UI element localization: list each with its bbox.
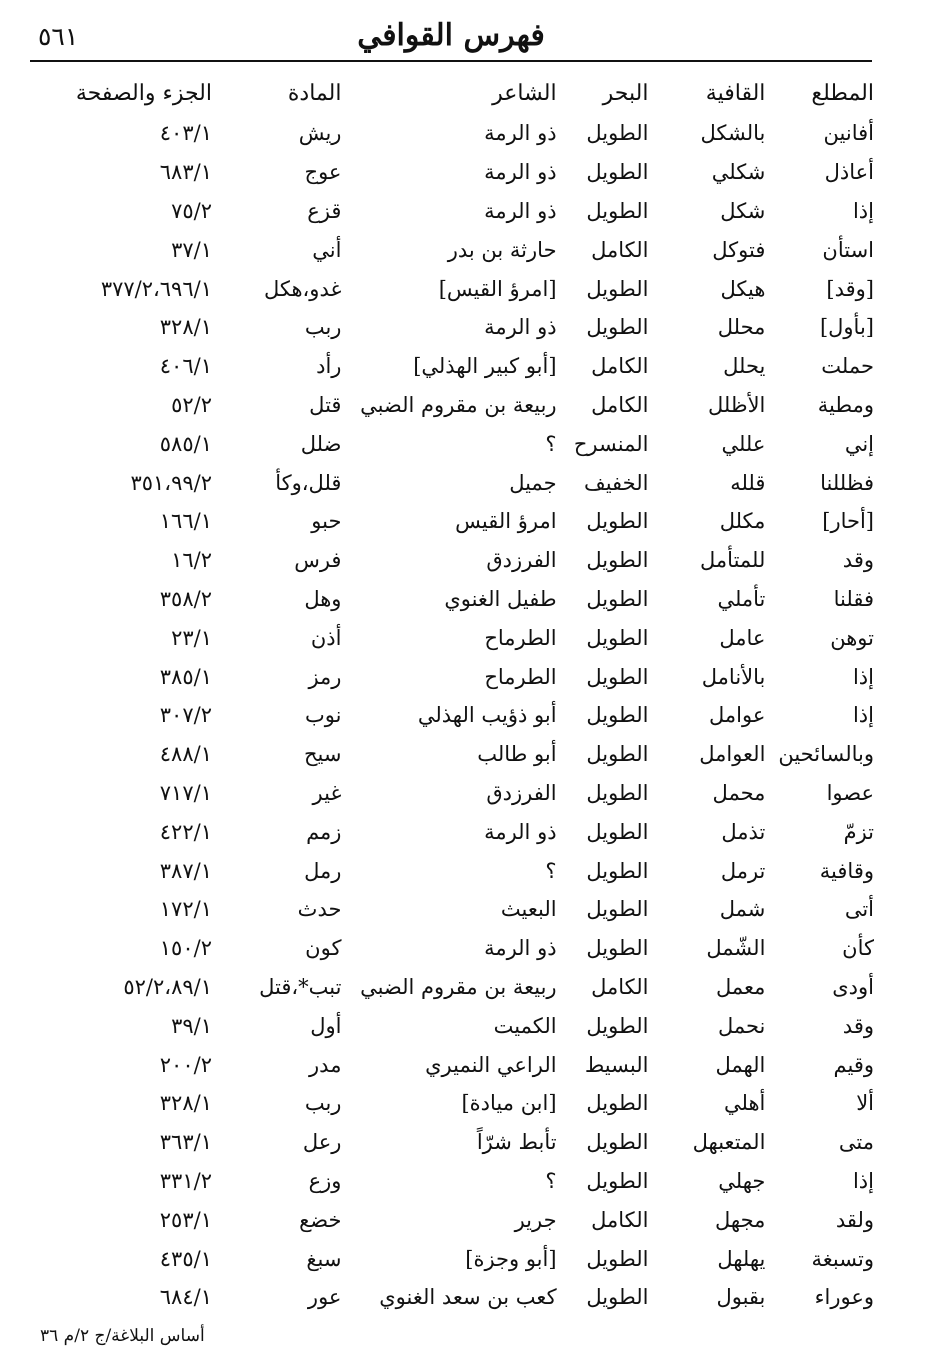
cell-madda: مدر xyxy=(309,1052,342,1077)
cell-bahr: المنسرح xyxy=(573,431,649,456)
table-row xyxy=(24,657,874,696)
cell-shaer: الفرزدق xyxy=(486,548,557,573)
cell-madda: أذن xyxy=(310,625,342,650)
cell-qafiya: بالشكل xyxy=(700,121,766,146)
cell-madda: ربب xyxy=(304,1091,342,1116)
table-body xyxy=(24,114,874,1317)
table-row xyxy=(24,386,874,425)
cell-shaer: ربيعة بن مقروم الضبي xyxy=(360,392,557,417)
cell-qafiya: عللي xyxy=(721,431,766,456)
footer-signature: أساس البلاغة/ج ٢/م ٣٦ xyxy=(40,1326,205,1346)
table-row xyxy=(24,230,874,269)
cell-matla: أتى xyxy=(844,897,874,922)
cell-bahr: الكامل xyxy=(591,354,649,379)
cell-shaer: ذو الرمة xyxy=(484,198,557,223)
cell-madda: ربب xyxy=(304,315,342,340)
cell-matla: وتسبغة xyxy=(811,1246,874,1271)
cell-madda: غير xyxy=(312,780,342,805)
cell-qafiya: الأظلل xyxy=(708,392,766,417)
cell-matla: إذا xyxy=(852,1168,874,1193)
cell-matla: [أحار] xyxy=(822,509,874,534)
table-row xyxy=(24,851,874,890)
cell-matla: [بأول] xyxy=(819,315,874,340)
cell-madda: كون xyxy=(305,936,342,961)
page-title: فهرس القوافي xyxy=(357,18,545,53)
cell-juz: ٣٢٨/١ xyxy=(159,315,212,340)
cell-bahr: الطويل xyxy=(586,160,649,185)
cell-matla: [وقد] xyxy=(826,276,874,301)
cell-madda: حدث xyxy=(297,897,342,922)
cell-qafiya: شكل xyxy=(720,198,766,223)
cell-qafiya: للمتأمل xyxy=(700,548,766,573)
cell-juz: ٤٨٨/١ xyxy=(159,742,212,767)
cell-madda: رمل xyxy=(304,858,342,883)
table-row xyxy=(24,114,874,153)
column-header-bahr: البحر xyxy=(602,80,649,106)
cell-shaer: الكميت xyxy=(493,1013,557,1038)
column-header-matla: المطلع xyxy=(811,80,874,106)
cell-juz: ٢٣/١ xyxy=(171,625,212,650)
cell-juz: ١٦٦/١ xyxy=(159,509,212,534)
cell-matla: كأن xyxy=(842,936,874,961)
cell-shaer: ربيعة بن مقروم الضبي xyxy=(360,974,557,999)
table-row xyxy=(24,541,874,580)
cell-shaer: امرؤ القيس xyxy=(455,509,557,534)
cell-qafiya: نحمل xyxy=(717,1013,766,1038)
cell-matla: ومطية xyxy=(817,392,874,417)
cell-bahr: الطويل xyxy=(586,509,649,534)
cell-shaer: ؟ xyxy=(545,431,557,456)
cell-bahr: الكامل xyxy=(591,237,649,262)
table-row xyxy=(24,1045,874,1084)
cell-shaer: ذو الرمة xyxy=(484,160,557,185)
cell-qafiya: معمل xyxy=(715,974,766,999)
cell-matla: وعوراء xyxy=(814,1285,874,1310)
table-row xyxy=(24,308,874,347)
cell-shaer: الفرزدق xyxy=(486,780,557,805)
cell-bahr: الطويل xyxy=(586,1246,649,1271)
cell-madda: رمز xyxy=(308,664,342,689)
cell-juz: ٢٠٠/٢ xyxy=(159,1052,212,1077)
cell-juz: ٧٥/٢ xyxy=(171,198,212,223)
cell-bahr: الطويل xyxy=(586,1013,649,1038)
cell-shaer: ذو الرمة xyxy=(484,315,557,340)
cell-madda: عوج xyxy=(304,160,342,185)
cell-matla: توهن xyxy=(830,625,874,650)
cell-bahr: الطويل xyxy=(586,586,649,611)
cell-bahr: الطويل xyxy=(586,1091,649,1116)
cell-shaer: جرير xyxy=(514,1207,557,1232)
cell-bahr: الطويل xyxy=(586,1285,649,1310)
cell-matla: وقافية xyxy=(819,858,874,883)
cell-qafiya: ترمل xyxy=(720,858,766,883)
cell-bahr: الطويل xyxy=(586,1168,649,1193)
cell-bahr: الطويل xyxy=(586,780,649,805)
cell-madda: ريش xyxy=(298,121,342,146)
cell-madda: قتل xyxy=(309,392,342,417)
cell-matla: وقد xyxy=(842,548,874,573)
table-row xyxy=(24,1123,874,1162)
cell-shaer: [أبو كبير الهذلي] xyxy=(413,354,557,379)
cell-matla: ألا xyxy=(856,1091,874,1116)
table-row xyxy=(24,463,874,502)
cell-qafiya: المتعبهل xyxy=(692,1130,766,1155)
column-header-juz: الجزء والصفحة xyxy=(75,80,212,106)
cell-bahr: الطويل xyxy=(586,858,649,883)
cell-madda: ضلل xyxy=(300,431,342,456)
cell-bahr: الطويل xyxy=(586,198,649,223)
cell-qafiya: أهلي xyxy=(724,1091,766,1116)
cell-juz: ٦٨٤/١ xyxy=(159,1285,212,1310)
table-row xyxy=(24,968,874,1007)
cell-qafiya: محمل xyxy=(712,780,766,805)
cell-qafiya: فتوكل xyxy=(712,237,766,262)
cell-madda: رعل xyxy=(302,1130,342,1155)
cell-juz: ٣٥٨/٢ xyxy=(159,586,212,611)
cell-qafiya: الشّمل xyxy=(706,936,766,961)
cell-matla: إذا xyxy=(852,198,874,223)
cell-bahr: الكامل xyxy=(591,392,649,417)
cell-bahr: الطويل xyxy=(586,819,649,844)
cell-shaer: البعيث xyxy=(500,897,557,922)
table-row xyxy=(24,812,874,851)
table-row xyxy=(24,696,874,735)
cell-matla: حملت xyxy=(821,354,874,379)
cell-madda: أني xyxy=(312,237,342,262)
cell-juz: ٣٩/١ xyxy=(171,1013,212,1038)
cell-bahr: الطويل xyxy=(586,276,649,301)
table-row xyxy=(24,502,874,541)
cell-juz: ٥٢/٢ xyxy=(171,392,212,417)
cell-bahr: الطويل xyxy=(586,664,649,689)
column-header-shaer: الشاعر xyxy=(492,80,557,106)
table-row xyxy=(24,1006,874,1045)
cell-shaer: حارثة بن بدر xyxy=(447,237,557,262)
cell-juz: ٣٨٧/١ xyxy=(159,858,212,883)
cell-bahr: البسيط xyxy=(584,1052,649,1077)
cell-juz: ٤٢٢/١ xyxy=(159,819,212,844)
cell-qafiya: بقبول xyxy=(716,1285,766,1310)
cell-bahr: الطويل xyxy=(586,1130,649,1155)
cell-juz: ١٧٢/١ xyxy=(159,897,212,922)
cell-bahr: الخفيف xyxy=(583,470,649,495)
cell-matla: وبالسائحين xyxy=(778,742,874,767)
cell-juz: ٣٥١،٩٩/٢ xyxy=(130,470,212,495)
table-row xyxy=(24,1200,874,1239)
cell-shaer: ذو الرمة xyxy=(484,936,557,961)
cell-madda: رأد xyxy=(316,354,342,379)
cell-madda: خضع xyxy=(299,1207,342,1232)
table-row xyxy=(24,774,874,813)
cell-qafiya: العوامل xyxy=(699,742,766,767)
page-number: ٥٦١ xyxy=(38,22,79,51)
cell-madda: قزع xyxy=(307,198,342,223)
cell-qafiya: محلل xyxy=(717,315,766,340)
cell-juz: ٤٣٥/١ xyxy=(159,1246,212,1271)
cell-shaer: طفيل الغنوي xyxy=(444,586,557,611)
cell-matla: تزمّ xyxy=(843,819,874,844)
cell-shaer: تأبط شرّاً xyxy=(476,1130,557,1155)
cell-juz: ١٥٠/٢ xyxy=(159,936,212,961)
table-row xyxy=(24,890,874,929)
cell-madda: وهل xyxy=(304,586,342,611)
cell-qafiya: قلله xyxy=(730,470,766,495)
cell-juz: ٧١٧/١ xyxy=(159,780,212,805)
cell-qafiya: شمل xyxy=(719,897,766,922)
cell-juz: ٣٦٣/١ xyxy=(159,1130,212,1155)
cell-shaer: أبو طالب xyxy=(477,742,557,767)
cell-qafiya: عوامل xyxy=(709,703,766,728)
cell-qafiya: يهلهل xyxy=(717,1246,766,1271)
cell-shaer: كعب بن سعد الغنوي xyxy=(379,1285,557,1310)
table-row xyxy=(24,735,874,774)
cell-bahr: الكامل xyxy=(591,1207,649,1232)
cell-juz: ٣٨٥/١ xyxy=(159,664,212,689)
cell-matla: استأن xyxy=(822,237,874,262)
cell-shaer: جميل xyxy=(509,470,557,495)
rhyme-index-table xyxy=(24,72,874,1317)
cell-juz: ٢٥٣/١ xyxy=(159,1207,212,1232)
cell-matla: فقلنا xyxy=(833,586,874,611)
cell-bahr: الطويل xyxy=(586,742,649,767)
cell-shaer: أبو ذؤيب الهذلي xyxy=(417,703,557,728)
cell-juz: ٣٧/١ xyxy=(171,237,212,262)
cell-juz: ٣٧٧/٢،٦٩٦/١ xyxy=(100,276,212,301)
cell-juz: ٥٨٥/١ xyxy=(159,431,212,456)
table-header-row xyxy=(24,72,874,114)
cell-bahr: الطويل xyxy=(586,936,649,961)
cell-matla: إذا xyxy=(852,703,874,728)
cell-matla: عصوا xyxy=(826,780,874,805)
cell-madda: فرس xyxy=(294,548,342,573)
cell-madda: سيح xyxy=(303,742,342,767)
table-row xyxy=(24,424,874,463)
cell-madda: سبغ xyxy=(306,1246,342,1271)
cell-shaer: [امرؤ القيس] xyxy=(438,276,557,301)
table-row xyxy=(24,1239,874,1278)
cell-matla: متى xyxy=(838,1130,874,1155)
cell-matla: إذا xyxy=(852,664,874,689)
table-row xyxy=(24,192,874,231)
table-row xyxy=(24,929,874,968)
table-row xyxy=(24,269,874,308)
cell-juz: ٤٠٦/١ xyxy=(159,354,212,379)
cell-juz: ٣٠٧/٢ xyxy=(159,703,212,728)
cell-bahr: الطويل xyxy=(586,897,649,922)
cell-juz: ٣٣١/٢ xyxy=(159,1168,212,1193)
cell-qafiya: جهلي xyxy=(718,1168,766,1193)
cell-shaer: [ابن ميادة] xyxy=(461,1091,557,1116)
column-header-madda: المادة xyxy=(287,80,342,106)
cell-madda: تبب*،قتل xyxy=(259,974,342,999)
table-row xyxy=(24,1278,874,1317)
cell-madda: أول xyxy=(310,1013,342,1038)
cell-shaer: ؟ xyxy=(545,1168,557,1193)
table-row xyxy=(24,580,874,619)
cell-juz: ٥٢/٢،٨٩/١ xyxy=(123,974,212,999)
table-row xyxy=(24,153,874,192)
cell-juz: ٦٨٣/١ xyxy=(159,160,212,185)
cell-matla: أودى xyxy=(832,974,874,999)
cell-shaer: ذو الرمة xyxy=(484,121,557,146)
cell-qafiya: شكلي xyxy=(711,160,766,185)
cell-madda: زمم xyxy=(306,819,342,844)
cell-bahr: الطويل xyxy=(586,121,649,146)
cell-matla: ولقد xyxy=(835,1207,874,1232)
cell-bahr: الطويل xyxy=(586,625,649,650)
cell-juz: ٤٠٣/١ xyxy=(159,121,212,146)
page-header xyxy=(30,14,872,62)
cell-qafiya: بالأنامل xyxy=(701,664,766,689)
cell-shaer: ذو الرمة xyxy=(484,819,557,844)
cell-shaer: الطرماح xyxy=(484,664,557,689)
cell-qafiya: مجهل xyxy=(715,1207,766,1232)
cell-matla: أعاذل xyxy=(824,160,874,185)
cell-qafiya: يحلل xyxy=(723,354,766,379)
cell-shaer: الطرماح xyxy=(484,625,557,650)
cell-shaer: ؟ xyxy=(545,858,557,883)
cell-madda: وزع xyxy=(308,1168,342,1193)
cell-qafiya: تذمل xyxy=(721,819,766,844)
cell-qafiya: مكلل xyxy=(719,509,766,534)
cell-madda: قلل،وكأ xyxy=(275,470,342,495)
table-row xyxy=(24,347,874,386)
cell-qafiya: تأملي xyxy=(717,586,766,611)
cell-matla: وقيم xyxy=(833,1052,874,1077)
table-row xyxy=(24,1162,874,1201)
cell-bahr: الطويل xyxy=(586,703,649,728)
column-header-qafiya: القافية xyxy=(705,80,766,106)
cell-juz: ١٦/٢ xyxy=(171,548,212,573)
table-row xyxy=(24,1084,874,1123)
cell-matla: فظللنا xyxy=(820,470,874,495)
cell-qafiya: هيكل xyxy=(720,276,766,301)
cell-juz: ٣٢٨/١ xyxy=(159,1091,212,1116)
cell-bahr: الكامل xyxy=(591,974,649,999)
table-row xyxy=(24,618,874,657)
cell-shaer: [أبو وجزة] xyxy=(465,1246,557,1271)
cell-madda: نوب xyxy=(304,703,342,728)
cell-bahr: الطويل xyxy=(586,315,649,340)
cell-matla: وقد xyxy=(842,1013,874,1038)
cell-shaer: الراعي النميري xyxy=(425,1052,557,1077)
cell-bahr: الطويل xyxy=(586,548,649,573)
cell-madda: حبو xyxy=(311,509,342,534)
cell-madda: غدو،هكل xyxy=(263,276,342,301)
cell-qafiya: عامل xyxy=(719,625,766,650)
cell-matla: إني xyxy=(844,431,874,456)
cell-matla: أفانين xyxy=(823,121,874,146)
cell-madda: عور xyxy=(307,1285,342,1310)
cell-qafiya: الهمل xyxy=(715,1052,766,1077)
